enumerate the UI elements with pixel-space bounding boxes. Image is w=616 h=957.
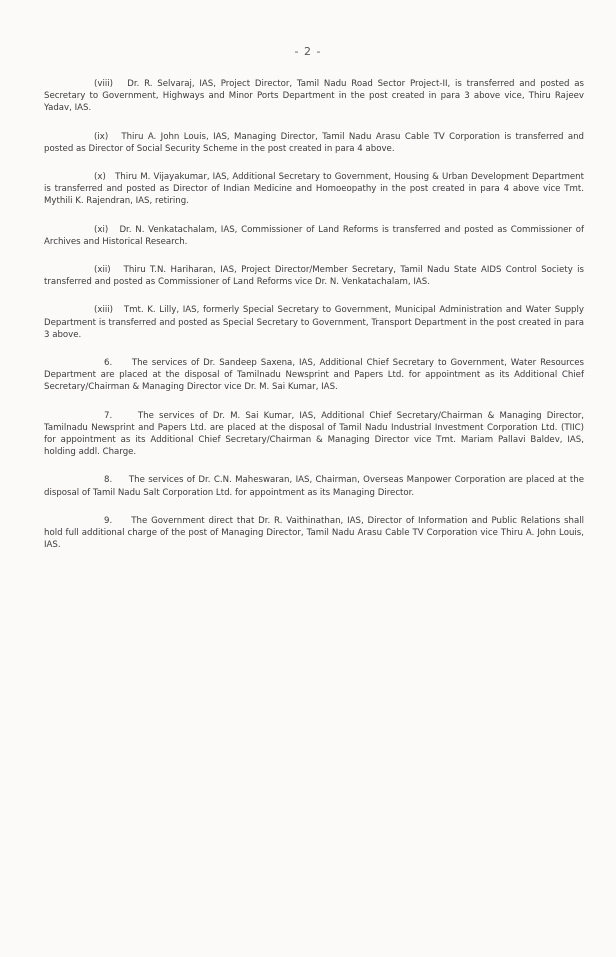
paragraph-ix <box>44 131 584 155</box>
paragraph-number: 9. <box>104 515 113 526</box>
document-body <box>44 78 584 567</box>
paragraph-xi <box>44 224 584 248</box>
paragraph-text: Dr. N. Venkatachalam, IAS, Commissioner of Land Reforms is transferred and posted as Commissioner of Archives and Historical Research. <box>44 224 584 247</box>
paragraph-text: Thiru M. Vijayakumar, IAS, Additional Secretary to Government, Housing & Urban Development Department is transferred and posted as Director of Indian Medicine and Homoeopathy in the post created in para 4 above vice Tmt. Mythili K. Rajendran, IAS, retiring. <box>44 172 584 207</box>
paragraph-number: (ix) <box>94 131 109 142</box>
paragraph-number: (xii) <box>94 265 111 276</box>
paragraph-9 <box>44 515 584 552</box>
paragraph-text: Thiru T.N. Hariharan, IAS, Project Director/Member Secretary, Tamil Nadu State AIDS Control Society is transferred and posted as Commissioner of Land Reforms vice Dr. N. Venkatachalam, IAS. <box>44 265 584 288</box>
paragraph-xii <box>44 264 584 288</box>
paragraph-text: The services of Dr. Sandeep Saxena, IAS, Additional Chief Secretary to Government, Water Resources Department are placed at the disposal of Tamilnadu Newsprint and Papers Ltd. for appointment as its Additional Chief Secretary/Chairman & Managing Director vice Dr. M. Sai Kumar, IAS. <box>44 358 584 393</box>
paragraph-text: The services of Dr. C.N. Maheswaran, IAS, Chairman, Overseas Manpower Corporation are placed at the disposal of Tamil Nadu Salt Corporation Ltd. for appointment as its Managing Director. <box>44 475 584 498</box>
paragraph-number: 8. <box>104 475 113 486</box>
paragraph-text: Dr. R. Selvaraj, IAS, Project Director, Tamil Nadu Road Sector Project-II, is transferred and posted as Secretary to Government, Highways and Minor Ports Department in the post created in para 3 above vice, Thiru Rajeev Yadav, IAS. <box>44 79 584 114</box>
paragraph-6 <box>44 357 584 394</box>
paragraph-number: (x) <box>94 172 106 183</box>
paragraph-number: 6. <box>104 358 113 369</box>
paragraph-x <box>44 171 584 208</box>
paragraph-text: Thiru A. John Louis, IAS, Managing Director, Tamil Nadu Arasu Cable TV Corporation is transferred and posted as Director of Social Security Scheme in the post created in para 4 above. <box>44 131 584 154</box>
paragraph-7 <box>44 410 584 459</box>
paragraph-viii <box>44 78 584 115</box>
paragraph-number: (xiii) <box>94 305 113 316</box>
paragraph-8 <box>44 474 584 498</box>
paragraph-text: The services of Dr. M. Sai Kumar, IAS, Additional Chief Secretary/Chairman & Managing Director, Tamilnadu Newsprint and Papers Ltd. are placed at the disposal of Tamil Nadu Industrial Investment Corporation Ltd. (TIIC) for appointment as its Additional Chief Secretary/Chairman & Managing Director vice Tmt. Mariam Pallavi Baldev, IAS, holding addl. Charge. <box>44 410 584 458</box>
paragraph-xiii <box>44 304 584 341</box>
paragraph-text: Tmt. K. Lilly, IAS, formerly Special Secretary to Government, Municipal Administration and Water Supply Department is transferred and posted as Special Secretary to Government, Transport Department in the post created in para 3 above. <box>44 305 584 340</box>
page-number: - 2 - <box>294 45 322 58</box>
paragraph-text: The Government direct that Dr. R. Vaithinathan, IAS, Director of Information and Public Relations shall hold full additional charge of the post of Managing Director, Tamil Nadu Arasu Cable TV Corporation vice Thiru A. John Louis, IAS. <box>44 515 584 551</box>
paragraph-number: (viii) <box>94 79 113 89</box>
paragraph-number: (xi) <box>94 224 109 235</box>
paragraph-number: 7. <box>104 410 113 421</box>
